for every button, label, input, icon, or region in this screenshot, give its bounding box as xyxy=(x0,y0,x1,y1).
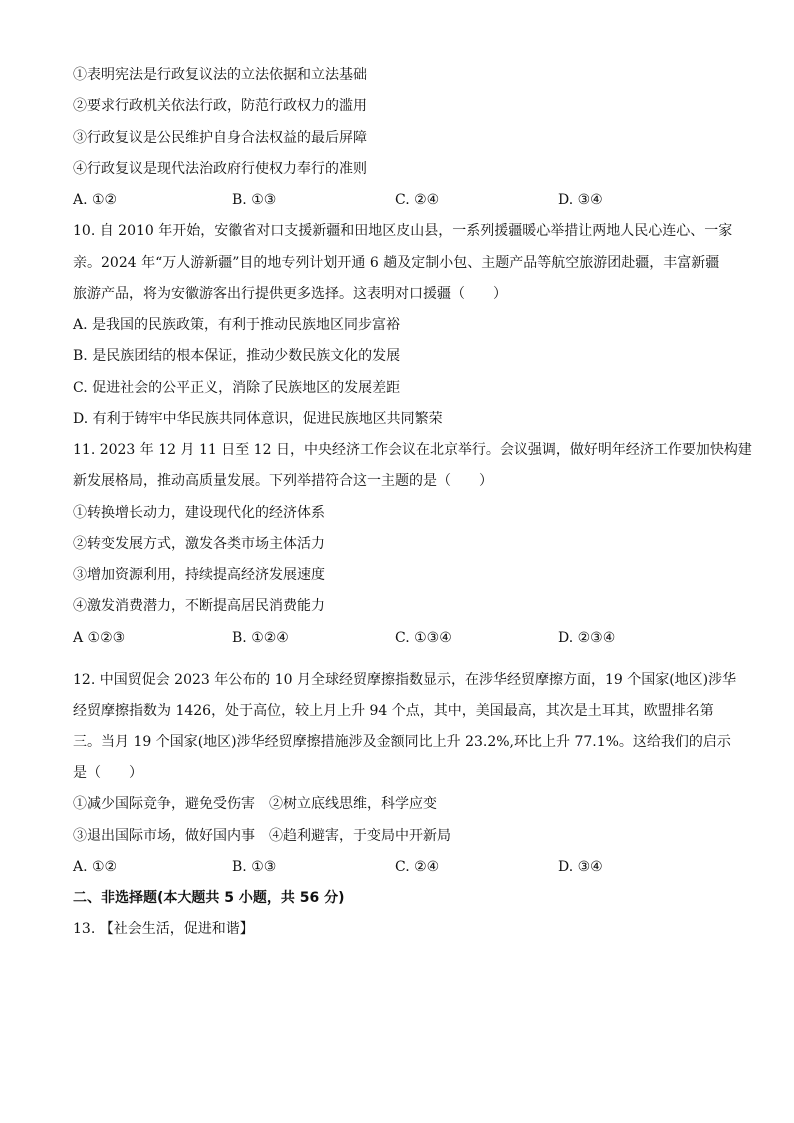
q9-item-3: ③行政复议是公民维护自身合法权益的最后屏障 xyxy=(73,130,367,146)
q9-option-a: A. ①② xyxy=(73,192,118,208)
q9-option-c: C. ②④ xyxy=(395,192,440,208)
q13-title: 13. 【社会生活，促进和谐】 xyxy=(73,921,254,937)
q9-item-1: ①表明宪法是行政复议法的立法依据和立法基础 xyxy=(73,67,367,83)
q10-option-a: A. 是我国的民族政策，有利于推动民族地区同步富裕 xyxy=(73,317,401,333)
q12-options xyxy=(73,860,723,878)
q11-options xyxy=(73,631,723,649)
q11-item-2: ②转变发展方式，激发各类市场主体活力 xyxy=(73,536,325,552)
q12-option-b: B. ①③ xyxy=(232,859,277,875)
q9-options xyxy=(73,193,723,211)
q11-option-c: C. ①③④ xyxy=(395,630,452,646)
q12-items-line-2: ③退出国际市场，做好国内事 ④趋利避害，于变局中开新局 xyxy=(73,828,451,844)
q11-item-4: ④激发消费潜力，不断提高居民消费能力 xyxy=(73,598,325,614)
q11-option-b: B. ①②④ xyxy=(232,630,289,646)
q10-option-b: B. 是民族团结的根本保证，推动少数民族文化的发展 xyxy=(73,348,401,364)
q12-option-c: C. ②④ xyxy=(395,859,440,875)
q12-items-line-1: ①减少国际竞争，避免受伤害 ②树立底线思维，科学应变 xyxy=(73,796,437,812)
q10-option-d: D. 有利于铸牢中华民族共同体意识，促进民族地区共同繁荣 xyxy=(73,411,443,427)
q12-option-a: A. ①② xyxy=(73,859,118,875)
q9-item-4: ④行政复议是现代法治政府行使权力奉行的准则 xyxy=(73,161,367,177)
q11-option-a: A ①②③ xyxy=(73,630,126,646)
section-heading: 二、非选择题(本大题共 5 小题，共 56 分) xyxy=(73,890,345,906)
q11-option-d: D. ②③④ xyxy=(558,630,616,646)
q11-stem-line-2: 新发展格局，推动高质量发展。下列举措符合这一主题的是（ ） xyxy=(73,473,493,489)
q9-item-2: ②要求行政机关依法行政，防范行政权力的滥用 xyxy=(73,98,367,114)
q10-stem-line-3: 旅游产品，将为安徽游客出行提供更多选择。这表明对口援疆（ ） xyxy=(73,286,507,302)
q12-stem-line-1: 12. 中国贸促会 2023 年公布的 10 月全球经贸摩擦指数显示，在涉华经贸摩擦方面，19 个国家(地区)涉华 xyxy=(73,672,737,688)
q9-option-d: D. ③④ xyxy=(558,192,603,208)
q11-item-1: ①转换增长动力，建设现代化的经济体系 xyxy=(73,505,325,521)
q12-stem-line-3: 三。当月 19 个国家(地区)涉华经贸摩擦措施涉及金额同比上升 23.2%,环比上升 77.1%。这给我们的启示 xyxy=(73,734,731,750)
q10-option-c: C. 促进社会的公平正义，消除了民族地区的发展差距 xyxy=(73,380,401,396)
q12-stem-line-4: 是（ ） xyxy=(73,765,143,781)
q11-item-3: ③增加资源利用，持续提高经济发展速度 xyxy=(73,567,325,583)
q12-option-d: D. ③④ xyxy=(558,859,603,875)
q12-stem-line-2: 经贸摩擦指数为 1426，处于高位，较上月上升 94 个点，其中，美国最高，其次是土耳其，欧盟排名第 xyxy=(73,703,714,719)
q11-stem-line-1: 11. 2023 年 12 月 11 日至 12 日，中央经济工作会议在北京举行。会议强调，做好明年经济工作要加快构建 xyxy=(73,442,752,458)
q10-stem-line-1: 10. 自 2010 年开始，安徽省对口支援新疆和田地区皮山县，一系列援疆暖心举措让两地人民心连心、一家 xyxy=(73,223,733,239)
q10-stem-line-2: 亲。2024 年“万人游新疆”目的地专列计划开通 6 趟及定制小包、主题产品等航空旅游团赴疆，丰富新疆 xyxy=(73,255,720,271)
q9-option-b: B. ①③ xyxy=(232,192,277,208)
